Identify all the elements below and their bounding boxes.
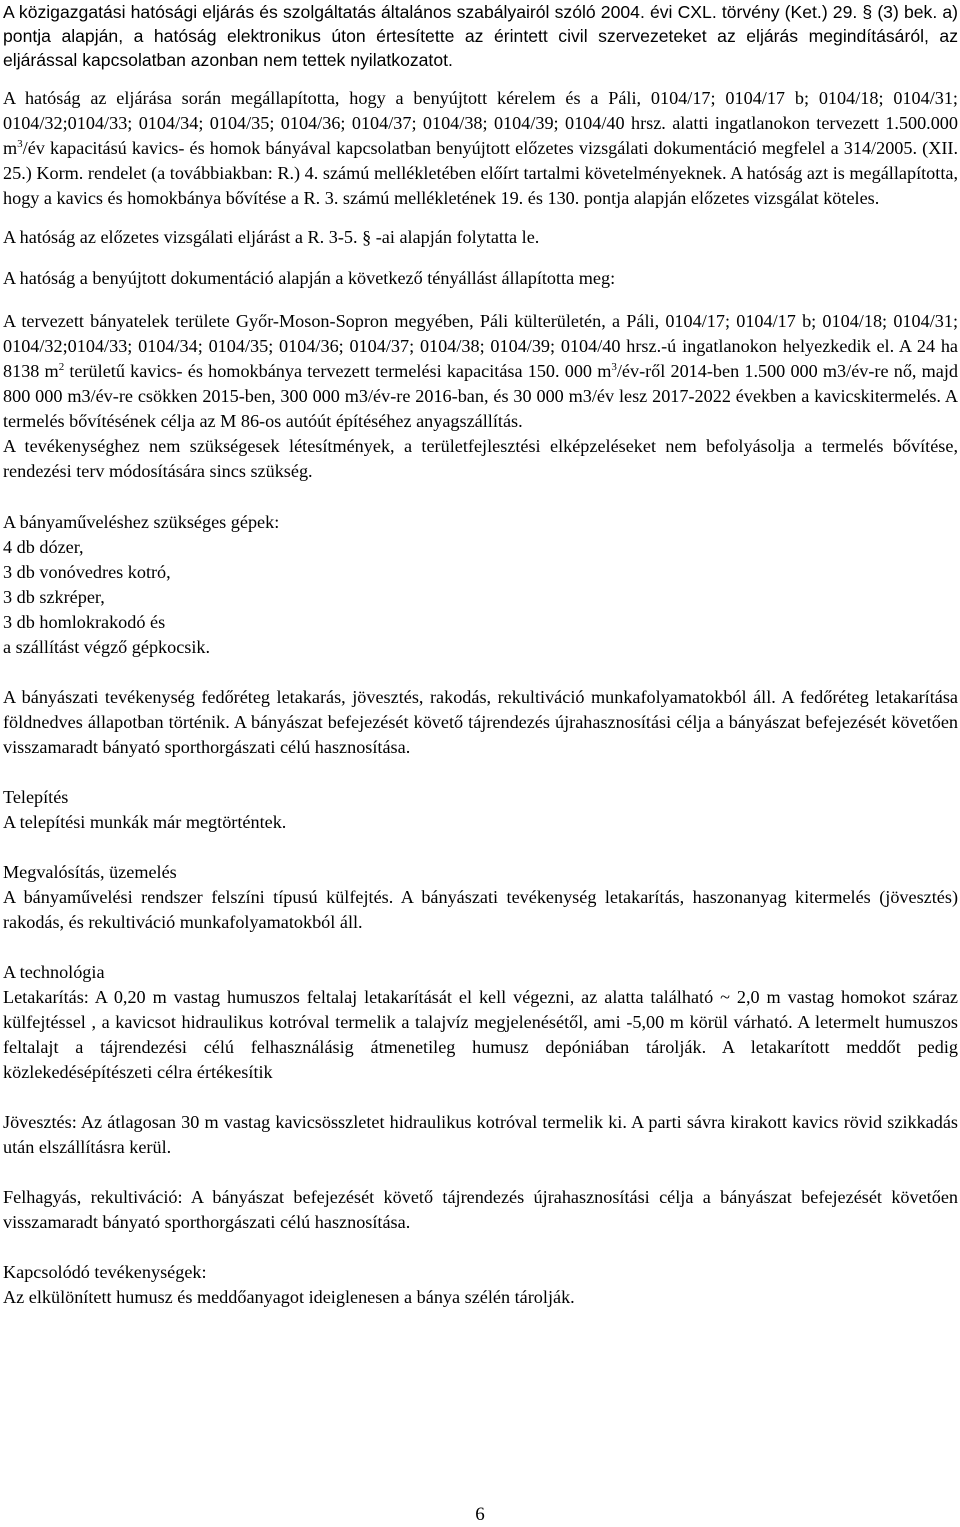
megvalositas-section <box>3 860 958 935</box>
machine-item: 3 db vonóvedres kotró, <box>3 562 171 582</box>
findings-text-b: /év kapacitású kavics- és homok bányával kapcsolatban benyújtott előzetes vizsgálati dokumentáció megfelel a 314/2005. (XII. 25.) Korm. rendelet (a továbbiakban: R.) 4. számú mellékletében előírt tartalmi követelményeknek. A hatóság azt is megállapította, hogy a kavics és homokbánya bővítése a R. 3. számú mellékletének 19. és 130. pontja alapján előzetes vizsgálat köteles. <box>3 138 958 208</box>
intro-paragraph: A közigazgatási hatósági eljárás és szolgáltatás általános szabályairól szóló 2004. évi CXL. törvény (Ket.) 29. § (3) bek. a) pontja alapján, a hatóság elektronikus úton értesítette az érintett civil szervezeteket az eljárás megindításáról, az eljárással kapcsolatban azonban nem tettek nyilatkozatot. <box>3 2 958 70</box>
findings-text-a: A hatóság az eljárása során megállapította, hogy a benyújtott kérelem és a Páli, 0104/17; 0104/17 b; 0104/18; 0104/31; 0104/32;0104/33; 0104/34; 0104/35; 0104/36; 0104/37; 0104/38; 0104/39; 0104/40 hrsz. alatti ingatlanokon tervezett 1.500.000 m <box>3 88 958 158</box>
technologia-text: Letakarítás: A 0,20 m vastag humuszos feltalaj letakarítását el kell végezni, az alatta található ~ 2,0 m vastag homokot száraz külfejtéssel , a kavicsot hidraulikus kotróval termelik a talajvíz megjelenésétől, ami -5,00 m körül várható. A letermelt humuszos feltalajt a tájrendezési célú felhasználásig átmenetileg humusz depóniában tárolják. A letakarított meddőt pedig közlekedésépítészeti célra értékesítik <box>3 987 958 1082</box>
machine-item: 3 db homlokrakodó és <box>3 612 166 632</box>
activity-paragraph: A bányászati tevékenység fedőréteg letakarás, jövesztés, rakodás, rekultiváció munkafolyamatokból áll. A fedőréteg letakarítása földnedves állapotban történik. A bányászat befejezését követő tájrendezés újrahasznosítási célja a bányászat befejezését követően visszamaradt bányató sporthorgászati célú hasznosítása. <box>3 687 958 757</box>
machines-title: A bányaműveléshez szükséges gépek: <box>3 512 280 532</box>
kapcsolodo-text: Az elkülönített humusz és meddőanyagot ideiglenesen a bánya szélén tárolják. <box>3 1287 575 1307</box>
findings-paragraph <box>3 86 958 211</box>
kapcsolodo-section <box>3 1260 958 1310</box>
procedure-paragraph: A hatóság az előzetes vizsgálati eljárást a R. 3-5. § -ai alapján folytatta le. <box>3 227 540 247</box>
felhagyas-paragraph: Felhagyás, rekultiváció: A bányászat befejezését követő tájrendezés újrahasznosítási célja a bányászat befejezését követően visszamaradt bányató sporthorgászati célú hasznosítása. <box>3 1187 958 1232</box>
kapcsolodo-title: Kapcsolódó tevékenységek: <box>3 1262 207 1282</box>
megvalositas-text: A bányaművelési rendszer felszíni típusú külfejtés. A bányászati tevékenység letakarítás, haszonanyag kitermelés (jövesztés) rakodás, és rekultiváció munkafolyamatokból áll. <box>3 887 958 932</box>
machine-item: a szállítást végző gépkocsik. <box>3 637 211 657</box>
site-superscript-volume: 3 <box>611 361 617 373</box>
site-text-a: A tervezett bányatelek területe Győr-Moson-Sopron megyében, Páli külterületén, a Páli, 0104/17; 0104/17 b; 0104/18; 0104/31; 0104/32;0104/33; 0104/34; 0104/35; 0104/36; 0104/37; 0104/38; 0104/39; 0104/40 hrsz.-ú ingatlanokon helyezkedik el. A 24 ha 8138 m <box>3 311 958 381</box>
facilities-paragraph: A tevékenységhez nem szükségesek létesítmények, a területfejlesztési elképzeléseket nem befolyásolja a termelés bővítése, rendezési terv módosítására sincs szükség. <box>3 436 958 481</box>
technologia-section <box>3 960 958 1085</box>
machines-section <box>3 510 958 660</box>
telepites-title: Telepítés <box>3 787 69 807</box>
document-page <box>3 0 958 1310</box>
machine-item: 4 db dózer, <box>3 537 84 557</box>
findings-superscript: 3 <box>17 138 23 150</box>
site-superscript-area: 2 <box>58 361 65 373</box>
site-paragraph <box>3 309 958 434</box>
telepites-section <box>3 785 958 835</box>
telepites-text: A telepítési munkák már megtörténtek. <box>3 812 287 832</box>
jovesztes-paragraph: Jövesztés: Az átlagosan 30 m vastag kavicsösszletet hidraulikus kotróval termelik ki. A parti sávra kirakott kavics rövid szikkadás után elszállításra kerül. <box>3 1112 958 1157</box>
facts-intro-paragraph: A hatóság a benyújtott dokumentáció alapján a következő tényállást állapította meg: <box>3 268 616 288</box>
site-text-b: területű kavics- és homokbánya tervezett termelési kapacitása 150. 000 m <box>64 361 612 381</box>
megvalositas-title: Megvalósítás, üzemelés <box>3 862 177 882</box>
site-text-c: /év-ről 2014-ben 1.500 000 m3/év-re nő, majd 800 000 m3/év-re csökken 2015-ben, 300 000 m3/év-re 2016-ban, és 30 000 m3/év lesz 2017-2022 években a kavicskitermelés. A termelés bővítésének célja az M 86-os autóút építéséhez anyagszállítás. <box>3 361 958 431</box>
page-number: 6 <box>475 1504 485 1525</box>
technologia-title: A technológia <box>3 962 105 982</box>
machine-item: 3 db szkréper, <box>3 587 105 607</box>
